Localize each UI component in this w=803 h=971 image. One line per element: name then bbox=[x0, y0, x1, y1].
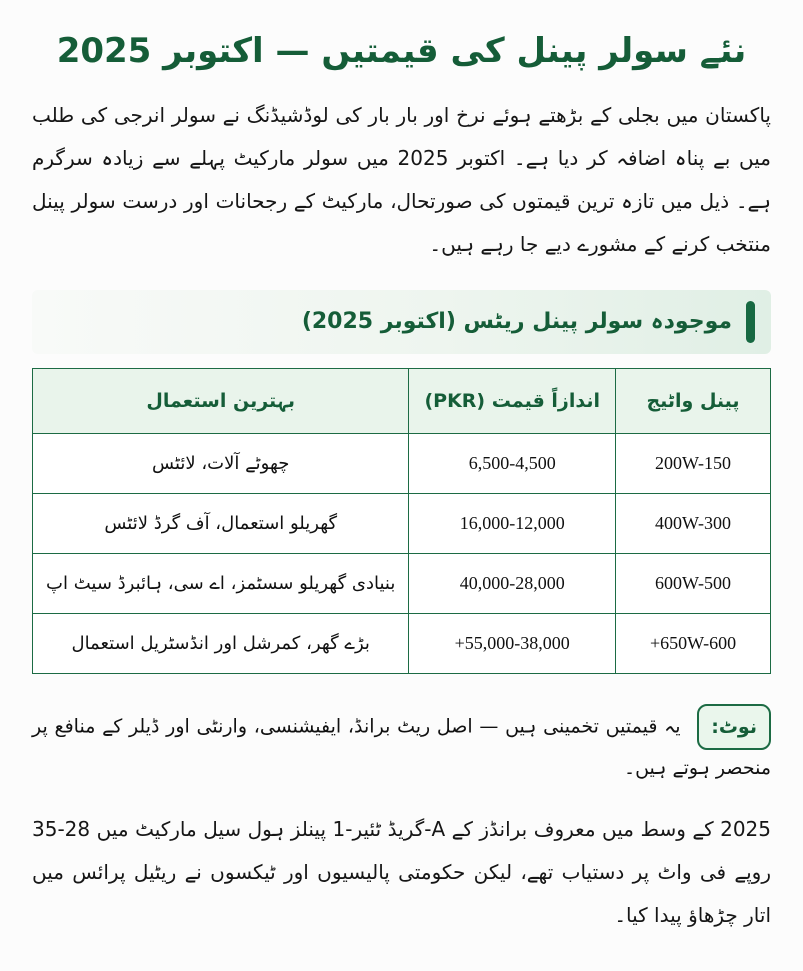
cell-best-use: گھریلو استعمال، آف گرڈ لائٹس bbox=[33, 493, 409, 553]
cell-wattage: 600W-500 bbox=[616, 553, 771, 613]
cell-best-use: بنیادی گھریلو سسٹمز، اے سی، ہائبرڈ سیٹ اپ bbox=[33, 553, 409, 613]
page-title: نئے سولر پینل کی قیمتیں — اکتوبر 2025 bbox=[56, 31, 747, 71]
note-text: یہ قیمتیں تخمینی ہیں — اصل ریٹ برانڈ، ایفیشنسی، وارنٹی اور ڈیلر کے منافع پر منحصر ہوتے ہیں۔ bbox=[32, 715, 771, 779]
cell-best-use: بڑے گھر، کمرشل اور انڈسٹریل استعمال bbox=[33, 613, 409, 673]
solar-rates-table bbox=[32, 368, 771, 674]
cell-wattage: 200W-150 bbox=[616, 433, 771, 493]
table-row bbox=[33, 553, 771, 613]
cell-price: +55,000-38,000 bbox=[409, 613, 616, 673]
table-row bbox=[33, 613, 771, 673]
table-row bbox=[33, 433, 771, 493]
intro-paragraph: پاکستان میں بجلی کے بڑھتے ہوئے نرخ اور بار بار کی لوڈشیڈنگ نے سولر انرجی کی طلب میں بے پناہ اضافہ کر دیا ہے۔ اکتوبر 2025 میں سولر مارکیٹ پہلے سے زیادہ سرگرم ہے۔ ذیل میں تازہ ترین قیمتوں کی صورتحال، مارکیٹ کے رجحانات اور درست سولر پینل منتخب کرنے کے مشورے دیے جا رہے ہیں۔ bbox=[32, 102, 771, 256]
outro-paragraph: 2025 کے وسط میں معروف برانڈز کے A-گریڈ ٹئیر-1 پینلز ہول سیل مارکیٹ میں 28-35 روپے فی واٹ پر دستیاب تھے، لیکن حکومتی پالیسیوں اور ٹیکسوں نے ریٹیل پرائس میں اتار چڑھاؤ پیدا کیا۔ bbox=[32, 816, 771, 927]
cell-price: 16,000-12,000 bbox=[409, 493, 616, 553]
cell-wattage: +650W-600 bbox=[616, 613, 771, 673]
cell-price: 6,500-4,500 bbox=[409, 433, 616, 493]
section-title: موجودہ سولر پینل ریٹس (اکتوبر 2025) bbox=[301, 309, 732, 335]
note-badge: نوٹ: bbox=[697, 704, 771, 750]
col-header-wattage: پینل واٹیج bbox=[616, 368, 771, 433]
section-accent-bar-icon bbox=[746, 301, 755, 343]
col-header-best-use: بہترین استعمال bbox=[33, 368, 409, 433]
table-row bbox=[33, 493, 771, 553]
cell-price: 40,000-28,000 bbox=[409, 553, 616, 613]
note-paragraph bbox=[32, 704, 771, 786]
section-header bbox=[32, 290, 771, 354]
col-header-price: اندازاً قیمت (PKR) bbox=[409, 368, 616, 433]
cell-best-use: چھوٹے آلات، لائٹس bbox=[33, 433, 409, 493]
table-header-row bbox=[33, 368, 771, 433]
cell-wattage: 400W-300 bbox=[616, 493, 771, 553]
